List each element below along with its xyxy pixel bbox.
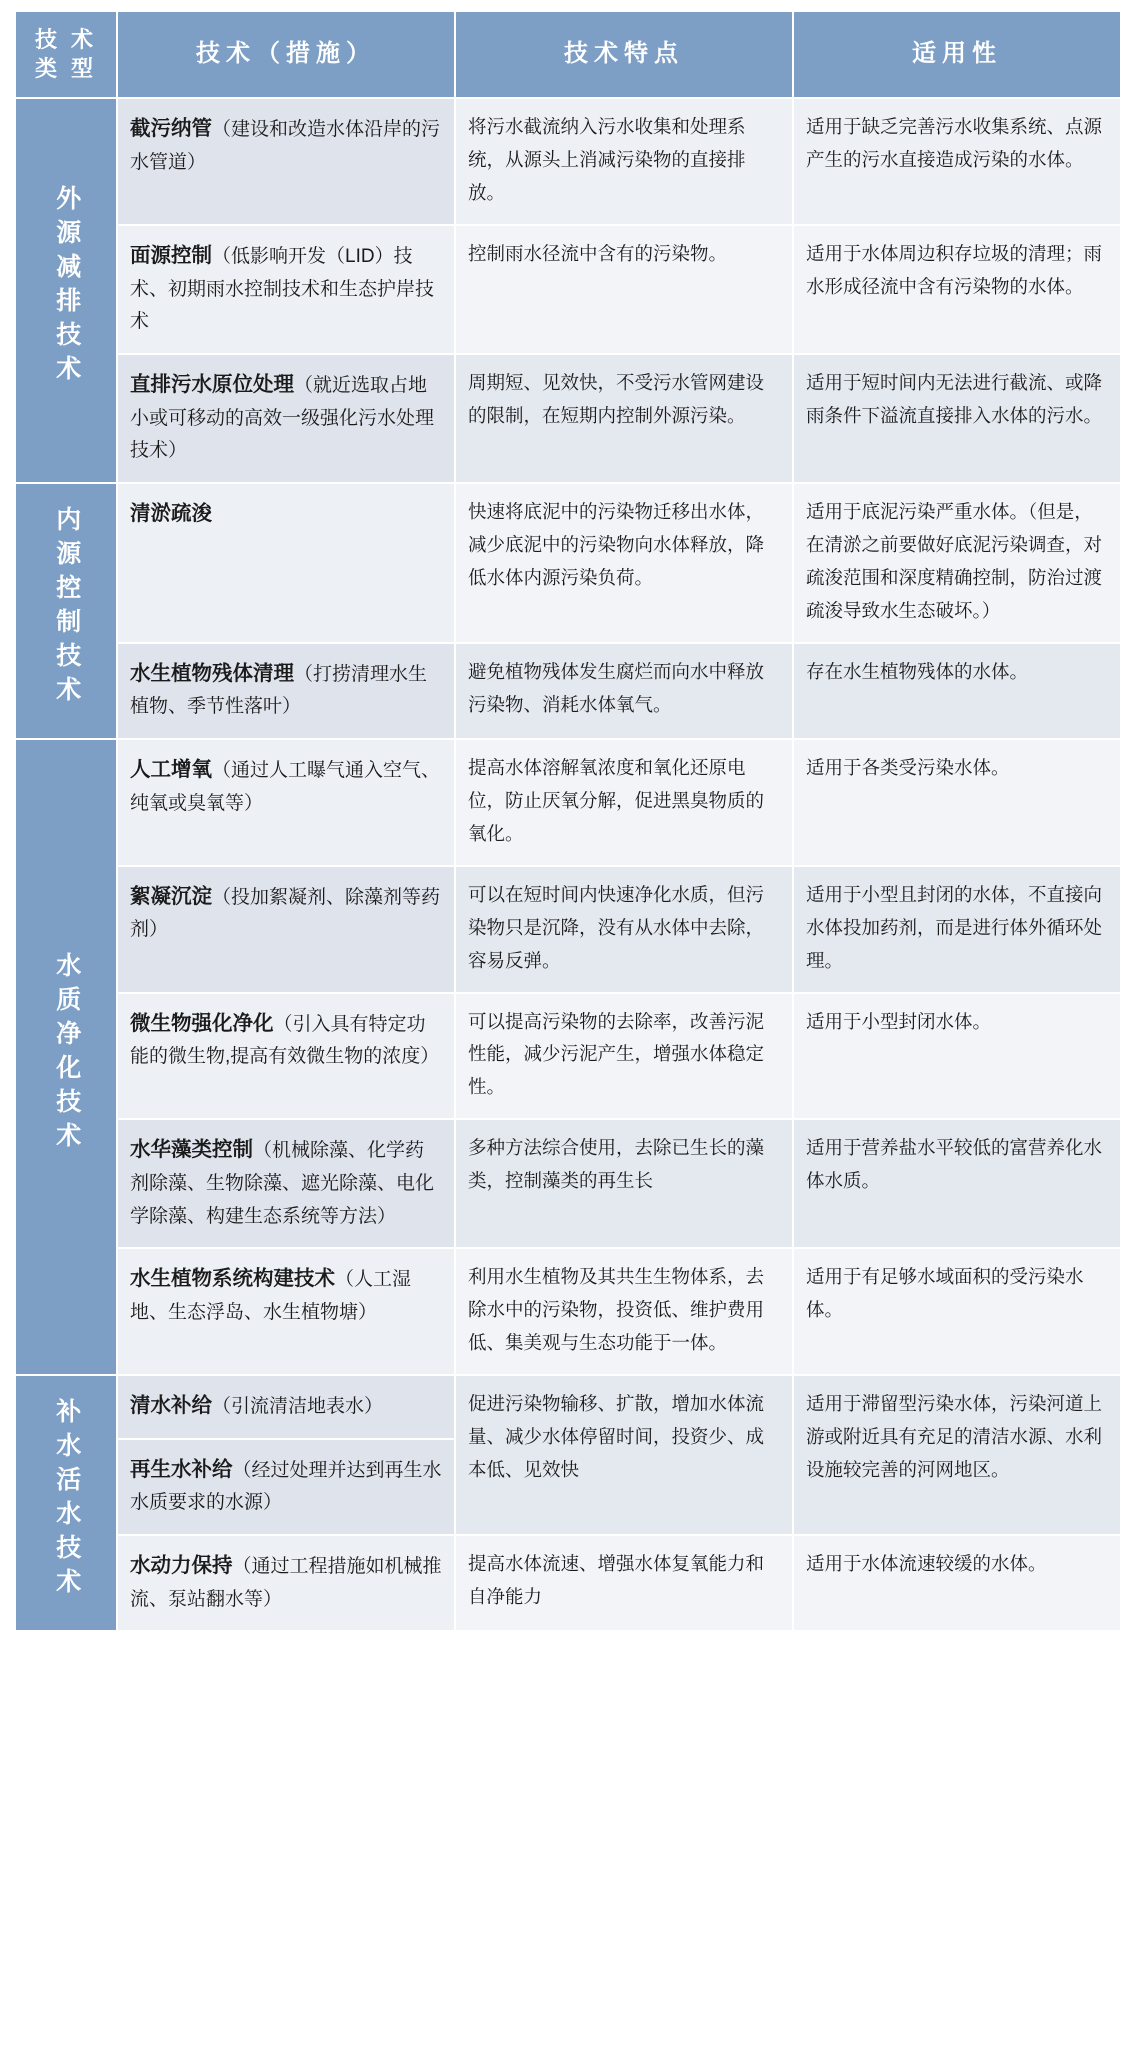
table-row bbox=[15, 643, 1121, 739]
table-row bbox=[15, 1119, 1121, 1248]
tech-cell bbox=[117, 1535, 455, 1631]
tech-cell bbox=[117, 739, 455, 866]
tech-note: （投加絮凝剂、除藻剂等药剂） bbox=[130, 886, 441, 941]
feature-cell: 将污水截流纳入污水收集和处理系统，从源头上消减污染物的直接排放。 bbox=[455, 98, 793, 225]
table-row bbox=[15, 98, 1121, 225]
tech-cell bbox=[117, 483, 455, 643]
column-header-type-line1: 技 术 bbox=[34, 27, 98, 52]
tech-note: （经过处理并达到再生水水质要求的水源） bbox=[130, 1459, 442, 1514]
applicability-cell: 适用于营养盐水平较低的富营养化水体水质。 bbox=[793, 1119, 1121, 1248]
category-label: 内源控制技术 bbox=[52, 505, 81, 710]
category-label: 补水活水技术 bbox=[52, 1397, 81, 1602]
tech-note: （引入具有特定功能的微生物,提高有效微生物的浓度） bbox=[130, 1013, 440, 1068]
tech-name: 直排污水原位处理 bbox=[130, 372, 294, 396]
feature-cell: 可以提高污染物的去除率，改善污泥性能，减少污泥产生，增强水体稳定性。 bbox=[455, 993, 793, 1120]
category-cell-water-supply bbox=[15, 1375, 117, 1631]
column-header-type bbox=[15, 11, 117, 98]
tech-name: 水生植物系统构建技术 bbox=[130, 1267, 335, 1291]
tech-note: （建设和改造水体沿岸的污水管道） bbox=[130, 119, 441, 173]
category-cell-external bbox=[15, 98, 117, 483]
table-row bbox=[15, 354, 1121, 483]
tech-cell bbox=[117, 866, 455, 993]
applicability-cell: 适用于水体流速较缓的水体。 bbox=[793, 1535, 1121, 1631]
applicability-cell: 适用于小型且封闭的水体，不直接向水体投加药剂，而是进行体外循环处理。 bbox=[793, 866, 1121, 993]
table-row bbox=[15, 866, 1121, 993]
tech-note: （就近选取占地小或可移动的高效一级强化污水处理技术） bbox=[130, 374, 435, 462]
feature-cell: 快速将底泥中的污染物迁移出水体，减少底泥中的污染物向水体释放，降低水体内源污染负荷。 bbox=[455, 483, 793, 643]
table-row bbox=[15, 1535, 1121, 1631]
tech-cell bbox=[117, 643, 455, 739]
column-header-applicability: 适用性 bbox=[793, 11, 1121, 98]
tech-name: 絮凝沉淀 bbox=[130, 884, 212, 908]
feature-cell: 多种方法综合使用，去除已生长的藻类，控制藻类的再生长 bbox=[455, 1119, 793, 1248]
column-header-feature: 技术特点 bbox=[455, 11, 793, 98]
tech-cell bbox=[117, 1439, 455, 1535]
applicability-cell: 适用于底泥污染严重水体。（但是，在清淤之前要做好底泥污染调查，对疏浚范围和深度精确控制，防治过渡疏浚导致水生态破坏。） bbox=[793, 483, 1121, 643]
table-row bbox=[15, 483, 1121, 643]
feature-cell: 利用水生植物及其共生生物体系，去除水中的污染物，投资低、维护费用低、集美观与生态功能于一体。 bbox=[455, 1248, 793, 1375]
tech-note: （通过人工曝气通入空气、纯氧或臭氧等） bbox=[130, 760, 441, 814]
applicability-cell: 存在水生植物残体的水体。 bbox=[793, 643, 1121, 739]
table-row bbox=[15, 739, 1121, 866]
table-row bbox=[15, 1375, 1121, 1439]
tech-note: （通过工程措施如机械推流、泵站翻水等） bbox=[130, 1556, 442, 1610]
tech-cell bbox=[117, 225, 455, 354]
feature-cell: 提高水体流速、增强水体复氧能力和自净能力 bbox=[455, 1535, 793, 1631]
tech-note: （人工湿地、生态浮岛、水生植物塘） bbox=[130, 1269, 412, 1323]
tech-note: （引流清洁地表水） bbox=[212, 1396, 384, 1418]
technology-table bbox=[14, 10, 1122, 1632]
applicability-cell: 适用于各类受污染水体。 bbox=[793, 739, 1121, 866]
table-body bbox=[15, 98, 1121, 1631]
applicability-cell: 适用于缺乏完善污水收集系统、点源产生的污水直接造成污染的水体。 bbox=[793, 98, 1121, 225]
tech-name: 截污纳管 bbox=[130, 117, 212, 141]
applicability-cell: 适用于短时间内无法进行截流、或降雨条件下溢流直接排入水体的污水。 bbox=[793, 354, 1121, 483]
tech-name: 清水补给 bbox=[130, 1394, 212, 1418]
tech-name: 再生水补给 bbox=[130, 1457, 233, 1481]
feature-cell: 提高水体溶解氧浓度和氧化还原电位，防止厌氧分解，促进黑臭物质的氧化。 bbox=[455, 739, 793, 866]
tech-cell bbox=[117, 1248, 455, 1375]
table-header-row bbox=[15, 11, 1121, 98]
category-cell-internal bbox=[15, 483, 117, 739]
column-header-type-line2: 类 型 bbox=[34, 55, 98, 81]
tech-note: （打捞清理水生植物、季节性落叶） bbox=[130, 663, 428, 718]
feature-cell: 避免植物残体发生腐烂而向水中释放污染物、消耗水体氧气。 bbox=[455, 643, 793, 739]
column-header-measure: 技术（措施） bbox=[117, 11, 455, 98]
tech-name: 水动力保持 bbox=[130, 1554, 233, 1578]
table-row bbox=[15, 1248, 1121, 1375]
tech-cell bbox=[117, 98, 455, 225]
tech-cell bbox=[117, 993, 455, 1120]
tech-note: （机械除藻、化学药剂除藻、生物除藻、遮光除藻、电化学除藻、构建生态系统等方法） bbox=[130, 1140, 435, 1227]
table-row bbox=[15, 993, 1121, 1120]
feature-cell: 控制雨水径流中含有的污染物。 bbox=[455, 225, 793, 354]
table-header bbox=[15, 11, 1121, 98]
feature-cell: 可以在短时间内快速净化水质，但污染物只是沉降，没有从水体中去除，容易反弹。 bbox=[455, 866, 793, 993]
tech-cell bbox=[117, 354, 455, 483]
tech-name: 水华藻类控制 bbox=[130, 1138, 253, 1162]
feature-cell: 促进污染物输移、扩散，增加水体流量、减少水体停留时间，投资少、成本低、见效快 bbox=[455, 1375, 793, 1535]
tech-name: 清淤疏浚 bbox=[130, 501, 212, 525]
tech-cell bbox=[117, 1119, 455, 1248]
tech-name: 水生植物残体清理 bbox=[130, 661, 294, 685]
category-label: 外源减排技术 bbox=[52, 185, 81, 390]
tech-cell bbox=[117, 1375, 455, 1439]
applicability-cell: 适用于小型封闭水体。 bbox=[793, 993, 1121, 1120]
tech-name: 微生物强化净化 bbox=[130, 1011, 274, 1035]
category-label: 水质净化技术 bbox=[52, 951, 81, 1156]
applicability-cell: 适用于有足够水域面积的受污染水体。 bbox=[793, 1248, 1121, 1375]
tech-note: （低影响开发（LID）技术、初期雨水控制技术和生态护岸技术 bbox=[130, 245, 435, 333]
tech-name: 面源控制 bbox=[130, 243, 212, 267]
table-row bbox=[15, 225, 1121, 354]
applicability-cell: 适用于水体周边积存垃圾的清理；雨水形成径流中含有污染物的水体。 bbox=[793, 225, 1121, 354]
applicability-cell: 适用于滞留型污染水体，污染河道上游或附近具有充足的清洁水源、水利设施较完善的河网地区。 bbox=[793, 1375, 1121, 1535]
category-cell-purification bbox=[15, 739, 117, 1375]
tech-name: 人工增氧 bbox=[130, 758, 212, 782]
feature-cell: 周期短、见效快，不受污水管网建设的限制，在短期内控制外源污染。 bbox=[455, 354, 793, 483]
